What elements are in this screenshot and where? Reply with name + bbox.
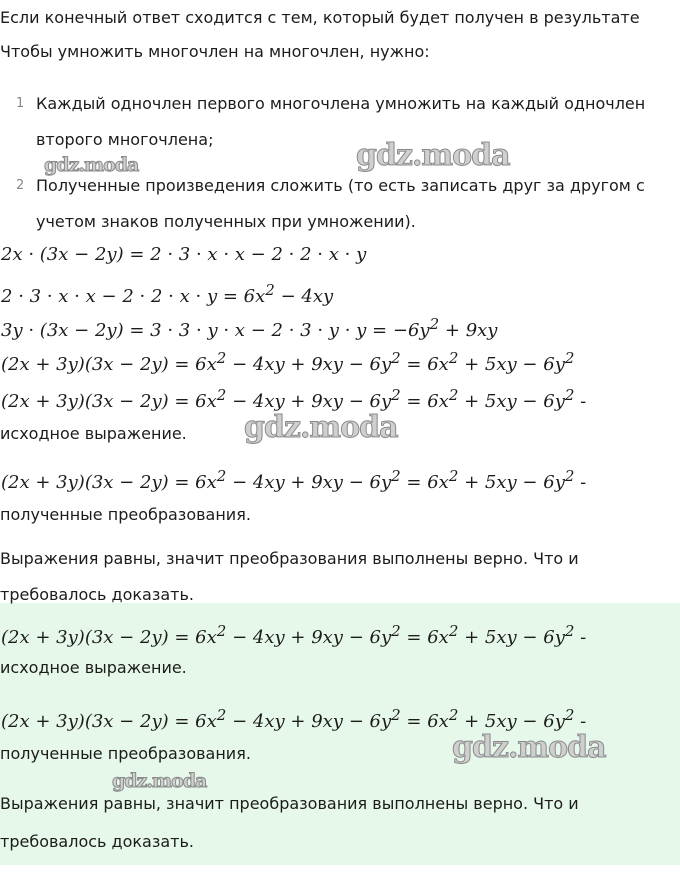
- watermark-logo: gdz.moda: [44, 154, 139, 176]
- watermark-logo: gdz.moda: [452, 730, 606, 765]
- list-number-1: 1: [16, 96, 25, 111]
- watermark-logo: gdz.moda: [244, 410, 398, 445]
- list-item-1-line-2: второго многочлена;: [36, 130, 214, 149]
- formula-1: 2x · (3x − 2y) = 2 · 3 · x · x − 2 · 2 · x · y: [1, 244, 367, 265]
- intro-line-2: Чтобы умножить многочлен на многочлен, нужно:: [0, 42, 430, 61]
- watermark-logo: gdz.moda: [356, 138, 510, 173]
- conclusion-1-line-1: Выражения равны, значит преобразования выполнены верно. Что и: [0, 549, 579, 568]
- formula-8: $(2x + 3y)(3x - 2y) = 6x^2 - 4xy + 9xy - 6y^2 = 6x^2 + 5xy - 6y^2$ -: [1, 706, 587, 732]
- list-number-2: 2: [16, 178, 25, 193]
- formula-7: $(2x + 3y)(3x - 2y) = 6x^2 - 4xy + 9xy - 6y^2 = 6x^2 + 5xy - 6y^2$ -: [1, 622, 587, 648]
- label-transform-2: полученные преобразования.: [0, 744, 251, 763]
- list-item-1-line-1: Каждый одночлен первого многочлена умножить на каждый одночлен: [36, 94, 646, 113]
- intro-line-1: Если конечный ответ сходится с тем, который будет получен в результате: [0, 8, 640, 27]
- formula-4: $(2x + 3y)(3x - 2y) = 6x^2 - 4xy + 9xy - 6y^2 = 6x^2 + 5xy - 6y^2$: [1, 349, 575, 375]
- label-original-2: исходное выражение.: [0, 658, 187, 677]
- formula-3: $3y \cdot (3x - 2y) = 3 \cdot 3 \cdot y \cdot x - 2 \cdot 3 \cdot y \cdot y = -6y^2 + 9xy$: [1, 315, 498, 341]
- label-original-1: исходное выражение.: [0, 424, 187, 443]
- conclusion-1-line-2: требовалось доказать.: [0, 585, 195, 604]
- formula-5: $(2x + 3y)(3x - 2y) = 6x^2 - 4xy + 9xy - 6y^2 = 6x^2 + 5xy - 6y^2$ -: [1, 386, 587, 412]
- label-transform-1: полученные преобразования.: [0, 505, 251, 524]
- conclusion-2-line-1: Выражения равны, значит преобразования выполнены верно. Что и: [0, 794, 579, 813]
- list-item-2-line-1: Полученные произведения сложить (то есть записать друг за другом с: [36, 176, 645, 195]
- list-item-2-line-2: учетом знаков полученных при умножении).: [36, 212, 416, 231]
- conclusion-2-line-2: требовалось доказать.: [0, 832, 195, 851]
- formula-6: $(2x + 3y)(3x - 2y) = 6x^2 - 4xy + 9xy - 6y^2 = 6x^2 + 5xy - 6y^2$ -: [1, 467, 587, 493]
- formula-2: $2 \cdot 3 \cdot x \cdot x - 2 \cdot 2 \cdot x \cdot y = 6x^2 - 4xy$: [1, 281, 334, 307]
- watermark-logo: gdz.moda: [112, 770, 207, 792]
